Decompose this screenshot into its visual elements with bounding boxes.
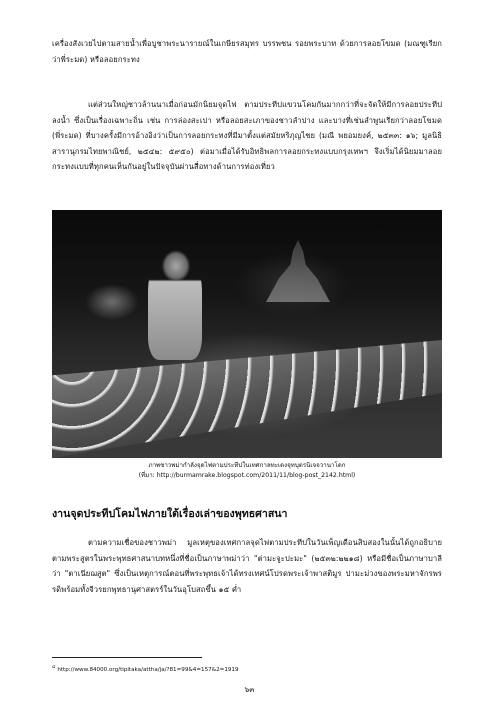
candle-festival-photo xyxy=(52,210,442,458)
body-paragraph-2: แต่ส่วนใหญ่ชาวล้านนาเมื่อก่อนมักนิยมจุดไฟ ตามประทีปแขวนโคมกันมากกว่าที่จะจัดให้มีการลอยประทีปลงน้ำ ซึ่งเป็นเรื่องเฉพาะถิ่น เช่น การล่องสะเปา หรือลอยสะเภาของชาวลำปาง และบางที่เช่นลำพูนเรียกว่าลอยโขมด (พี่ระมด) ที่บางครั้งมีการอ้างอิงว่าเป็นการลอยกระทงที่มีมาตั้งแต่สมัยหริภุญไชย (มณี พยอมยงค์, ๒๕๓๓: ๑๖; มูลนิธิสารานุกรมไทยพาณิชย์, ๒๕๔๒: ๕๙๕๐) ต่อมาเมื่อได้รับอิทธิพลการลอยกระทงแบบกรุงเทพฯ จึงเริ่มได้นิยมมาลอยกระทงแบบที่ทุกคนเห็นกันอยู่ในปัจจุบันผ่านสื่อทางด้านการท่องเที่ยว xyxy=(52,100,442,172)
photo-source: (ที่มา: http://burmamrake.blogspot.com/2011/11/blog-post_2142.html) xyxy=(138,472,356,479)
page-number: ๖๓ xyxy=(244,685,255,694)
photo-caption: ภาพชาวพม่ากำลังจุดไฟตามประทีปในเทศกาลทะเดงจุทบุตรนิเจจวานาโดก xyxy=(148,462,346,469)
footnote-marker: ๔ xyxy=(52,665,56,670)
footnote xyxy=(52,664,442,674)
body-paragraph-1: เครื่องสังเวยไปตามสายน้ำเพื่อบูชาพระนารายณ์ในเกษียรสมุทร บรรพชน รอยพระบาท ด้วยการลอยโขมด (มณฑูเรียกว่าพี่ระมด) หรือลอยกระทง xyxy=(52,39,442,64)
pagoda-silhouette xyxy=(266,240,330,302)
woman-figure xyxy=(148,248,202,360)
body-paragraph-3: ตามความเชื่อของชาวพม่า มูลเหตุของเทศกาลจุดไฟตามประทีปในวันเพ็ญเดือนสิบสองในนั้นได้ถูกอธิบายตามพระสูตรในพระพุทธศาสนาบทหนึ่งที่ชื่อเป็นภาษาพม่าว่า "ต่ามะจูะปะมะ" (๒๕๓๒:๒๒๑๘) หรือมีชื่อเป็นภาษาบาลีว่า "ตาเนียฌสูต" ซึ่งเป็นเหตุการณ์ตอนที่พระพุทธเจ้าได้ทรงเทศน์โปรดพระเจ้าพาสติมูร ปามะม่วงของพระมหาจักรพรรดิพร้อมทั้งจีวรยกพุทธานุศาสตรร์ในวันอุโบสถขึ้น ๑๕ ค่ำ xyxy=(52,538,442,594)
section-heading: งานจุดประทีปโคมไฟภายใต้เรื่องเล่าของพุทธศาสนา xyxy=(52,508,288,520)
candle-rows xyxy=(52,340,442,458)
footnote-divider xyxy=(52,657,202,658)
footnote-link[interactable]: http://www.84000.org/tipitaka/attha/ja/?81=99&4=157&2=1919 xyxy=(57,666,239,673)
